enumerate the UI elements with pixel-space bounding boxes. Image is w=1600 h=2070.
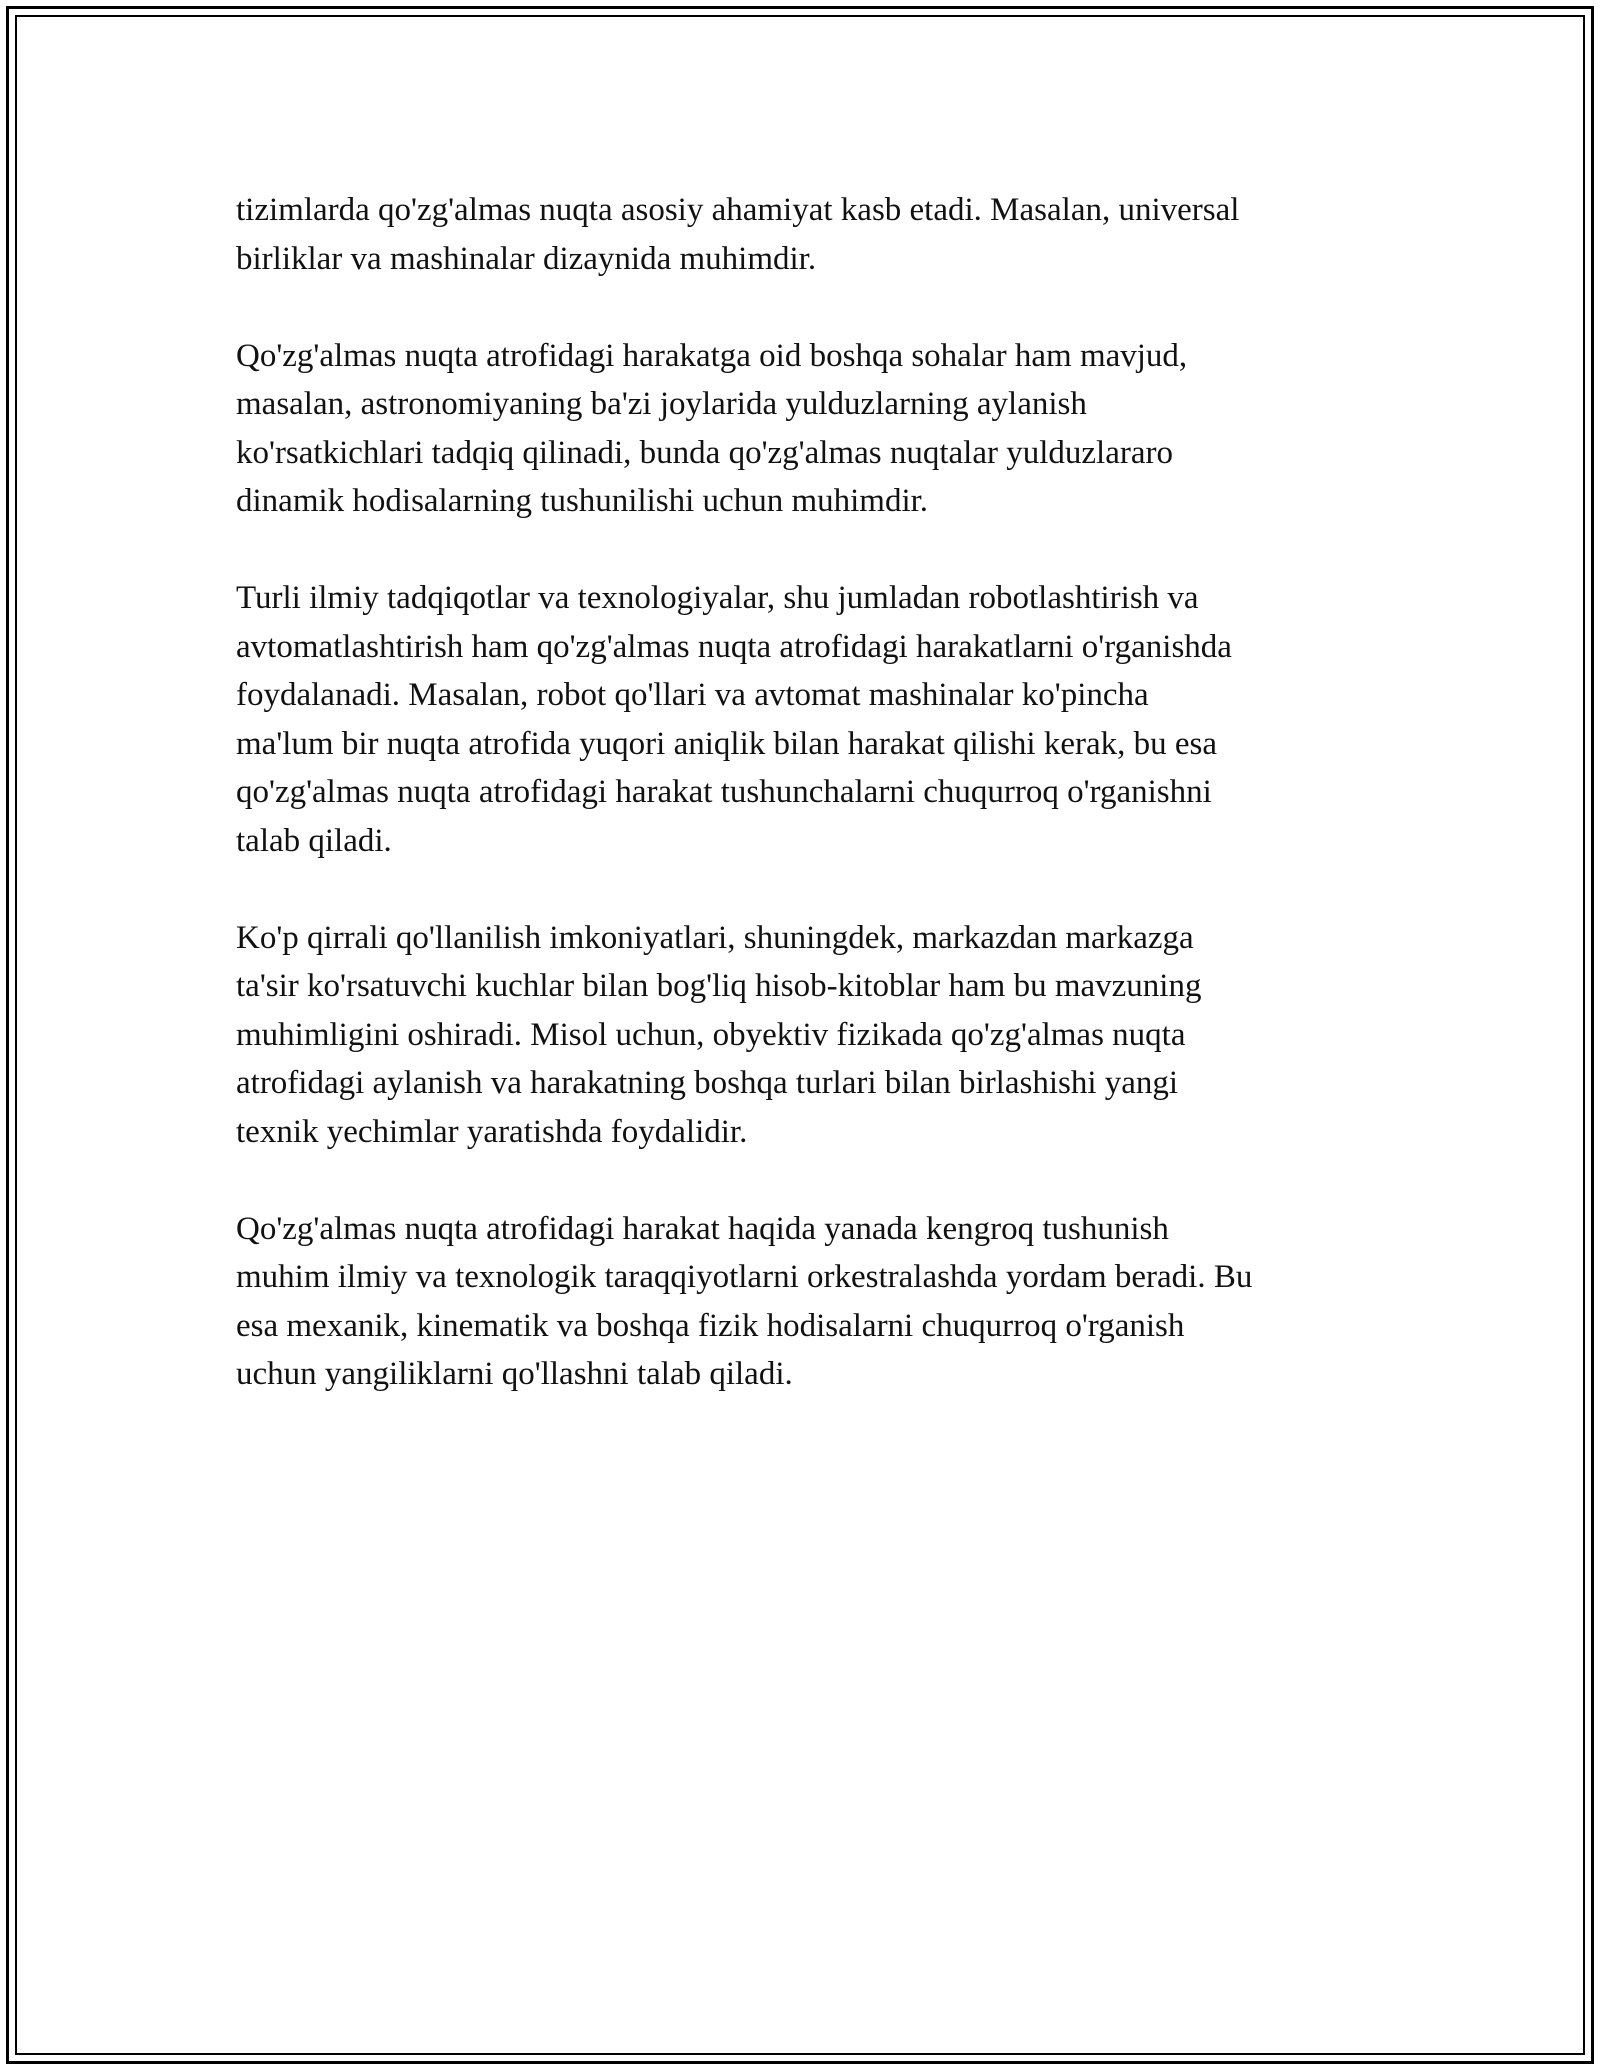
text-line: masalan, astronomiyaning ba'zi joylarida yulduzlarning aylanish — [236, 386, 1087, 422]
text-line: dinamik hodisalarning tushunilishi uchun muhimdir. — [236, 483, 929, 519]
text-line: ta'sir ko'rsatuvchi kuchlar bilan bog'liq hisob-kitoblar ham bu mavzuning — [236, 968, 1202, 1004]
text-line: muhim ilmiy va texnologik taraqqiyotlarni orkestralashda yordam beradi. Bu — [236, 1259, 1253, 1295]
text-line: Turli ilmiy tadqiqotlar va texnologiyalar, shu jumladan robotlashtirish va — [236, 580, 1199, 616]
paragraph-5 — [236, 1205, 1386, 1399]
text-line: birliklar va mashinalar dizaynida muhimdir. — [236, 240, 817, 277]
text-line: texnik yechimlar yaratishda foydalidir. — [236, 1113, 748, 1150]
text-line: tizimlarda qo'zg'almas nuqta asosiy ahamiyat kasb etadi. Masalan, universal — [236, 192, 1240, 228]
text-line: ma'lum bir nuqta atrofida yuqori aniqlik bilan harakat qilishi kerak, bu esa — [236, 725, 1218, 762]
text-line: atrofidagi aylanish va harakatning boshqa turlari bilan birlashishi yangi — [236, 1065, 1179, 1101]
paragraph-1 — [236, 186, 1386, 283]
text-line: qo'zg'almas nuqta atrofidagi harakat tushunchalarni chuqurroq o'rganishni — [236, 774, 1212, 810]
text-line: ko'rsatkichlari tadqiq qilinadi, bunda qo'zg'almas nuqtalar yulduzlararo — [236, 434, 1173, 471]
paragraph-3 — [236, 574, 1386, 865]
document-body — [236, 186, 1386, 1447]
text-line: esa mexanik, kinematik va boshqa fizik hodisalarni chuqurroq o'rganish — [236, 1307, 1185, 1344]
text-line: talab qiladi. — [236, 822, 392, 859]
paragraph-4 — [236, 914, 1386, 1157]
text-line: Qo'zg'almas nuqta atrofidagi harakat haqida yanada kengroq tushunish — [236, 1210, 1169, 1247]
text-line: muhimligini oshiradi. Misol uchun, obyektiv fizikada qo'zg'almas nuqta — [236, 1016, 1186, 1053]
text-line: avtomatlashtirish ham qo'zg'almas nuqta atrofidagi harakatlarni o'rganishda — [236, 628, 1232, 665]
text-line: Qo'zg'almas nuqta atrofidagi harakatga oid boshqa sohalar ham mavjud, — [236, 337, 1188, 374]
text-line: uchun yangiliklarni qo'llashni talab qiladi. — [236, 1356, 793, 1392]
text-line: foydalanadi. Masalan, robot qo'llari va avtomat mashinalar ko'pincha — [236, 677, 1149, 713]
text-line: Ko'p qirrali qo'llanilish imkoniyatlari, shuningdek, markazdan markazga — [236, 919, 1194, 956]
paragraph-2 — [236, 332, 1386, 526]
